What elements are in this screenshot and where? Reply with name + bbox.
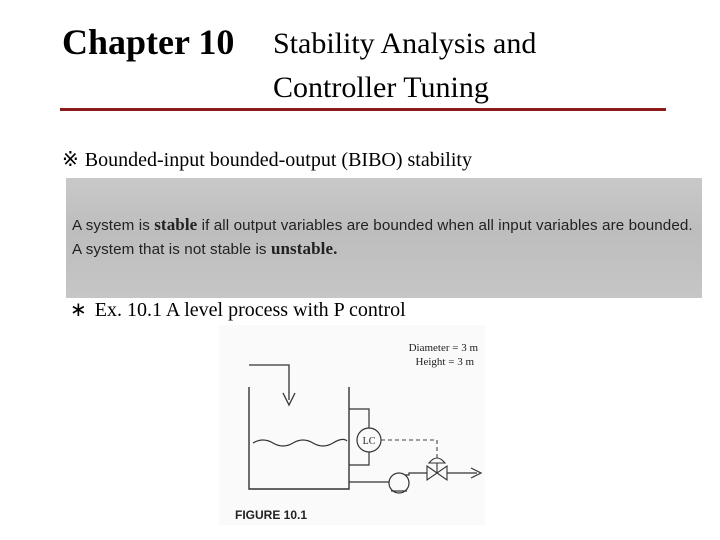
example-heading-text: Ex. 10.1 A level process with P control bbox=[94, 299, 406, 321]
height-label: Height = 3 m bbox=[415, 356, 474, 368]
controller-label: LC bbox=[362, 436, 376, 447]
title-divider bbox=[60, 108, 666, 111]
level-tap-lower bbox=[349, 452, 369, 465]
level-tap-upper bbox=[349, 409, 369, 428]
outlet-pipe-to-valve bbox=[405, 473, 427, 475]
chapter-label: Chapter 10 bbox=[62, 22, 235, 62]
tank bbox=[249, 387, 349, 489]
liquid-level bbox=[253, 439, 347, 446]
section-heading bbox=[62, 145, 472, 174]
reference-mark-icon: ※ bbox=[62, 147, 79, 171]
figure-diagram bbox=[219, 325, 485, 525]
pump-icon bbox=[389, 473, 409, 493]
definition-part-2: if all output variables are bounded when all input variables are bounded. A system that is not stable is bbox=[72, 217, 693, 258]
section-heading-text: Bounded-input bounded-output (BIBO) stability bbox=[84, 149, 472, 171]
definition-part-1: A system is bbox=[72, 217, 155, 234]
page-title-line-1: Stability Analysis and bbox=[273, 27, 537, 60]
inlet-pipe bbox=[249, 365, 289, 400]
definition-text bbox=[72, 213, 698, 261]
example-heading bbox=[70, 295, 406, 324]
definition-term-stable: stable bbox=[154, 215, 198, 234]
page-title-line-2: Controller Tuning bbox=[273, 71, 489, 104]
figure-caption: FIGURE 10.1 bbox=[235, 508, 308, 522]
asterisk-bullet-icon: ∗ bbox=[70, 297, 87, 321]
control-signal-line bbox=[381, 440, 437, 460]
definition-box bbox=[66, 178, 702, 298]
figure-level-process bbox=[219, 325, 485, 525]
definition-term-unstable: unstable. bbox=[270, 239, 338, 258]
valve-actuator-icon bbox=[429, 458, 445, 463]
diameter-label: Diameter = 3 m bbox=[408, 342, 478, 354]
